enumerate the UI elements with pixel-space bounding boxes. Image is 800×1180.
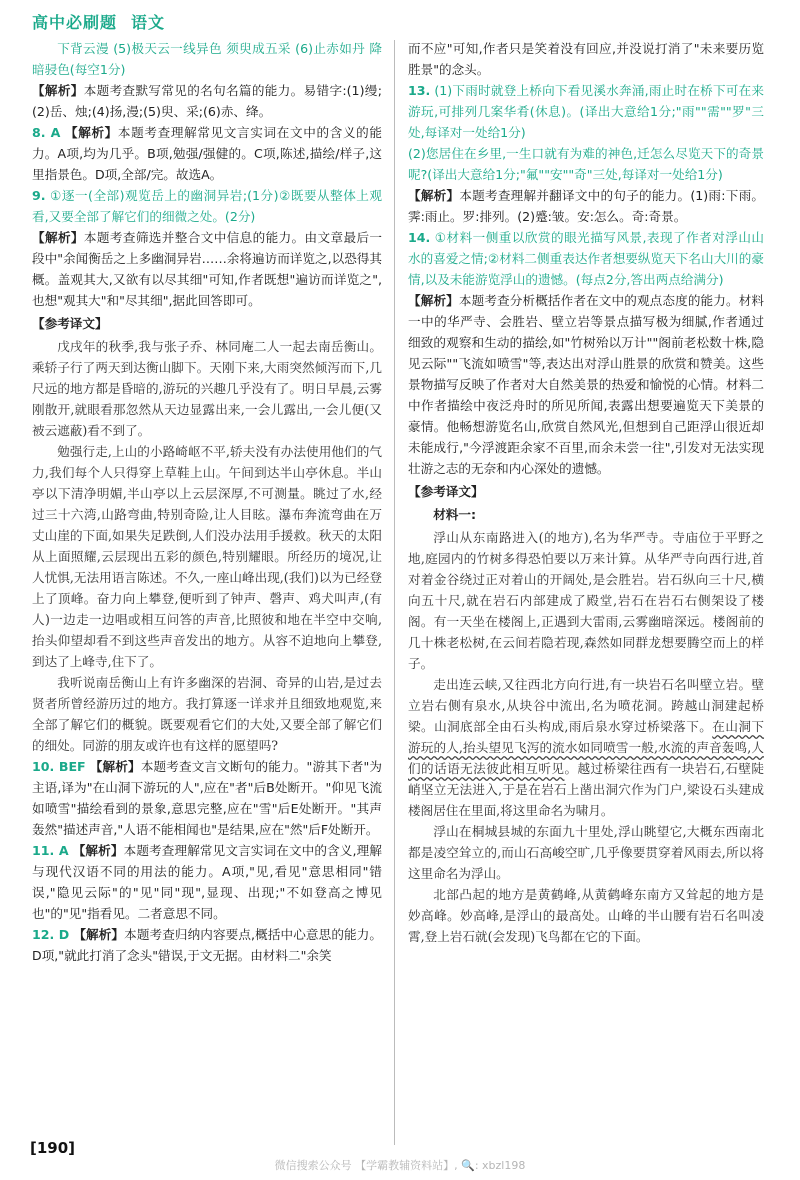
q9-text: 本题考查筛选并整合文中信息的能力。由文章最后一段中"余闻衡岳之上多幽洞异岩……余将遍访而详览之,以恐得其概。盖观其大,又欲有以尽其细"可知,作者既想"遍访而详览之",也想"观其大"和"尽其细",据此回答即可。 <box>32 230 383 308</box>
q13-number: 13. <box>408 83 431 98</box>
material-1-title: 材料一: <box>433 507 477 522</box>
q14-text: 本题考查分析概括作者在文中的观点态度的能力。材料一中的华严寺、会胜岩、壁立岩等景点描写极为细腻,作者通过细致的观察和生动的描绘,如"竹树殆以万计""阁前老松数十株,隐见云际""飞流如喷雪"等,表达出对浮山胜景的欣赏和赞美。这些景物描写反映了作者对大自然美景的热爱和愉悦的心情。材料二中作者描绘中夜泛舟时的所见所闻,表露出想要遍览天下美景的豪情。他畅想游览名山,欣赏自然风光,但想到自己距浮山很近却未能成行,"今浮渡距余家不百里,而余未尝一往",引发对无法实现壮游之志的无奈和内心深处的遗憾。 <box>408 293 764 476</box>
analysis-tag: 【解析】 <box>72 843 124 858</box>
watermark-text: 微信搜索公众号 【学霸教辅资料站】, 🔍: xbzl198 <box>274 1159 526 1172</box>
analysis-tag: 【解析】 <box>32 83 84 98</box>
right-column <box>408 38 764 947</box>
wavy-underlined-sentence: 在山洞下游玩的人,抬头望见飞泻的流水如同喷雪一般,水流的声音轰鸣,人们的话语无法彼此相互听见 <box>408 719 765 776</box>
page-number: [ 190 ] <box>30 1138 75 1159</box>
translation-paragraph: 我听说南岳衡山上有许多幽深的岩洞、奇异的山岩,是过去贤者所曾经游历过的地方。我打算逐一详求并且细致地观览,来全部了解它们的概貌。既要观看它们的大处,又要全部了解它们的细处。同游的朋友或许也有这样的愿望吗? <box>32 675 382 753</box>
q12-number: 12. D <box>32 927 70 942</box>
question-8 <box>32 122 382 185</box>
question-11 <box>32 840 382 924</box>
translation-paragraph: 勉强行走,上山的小路崎岖不平,轿夫没有办法使用他们的气力,我们每个人只得穿上草鞋上山。午间到达半山亭休息。半山亭以下清净明媚,半山亭以上云层深厚,不可测量。眺过了水,经过三十六湾,山路弯曲,特别奇险,让人目眩。瀑布奔流弯曲在万丈山崖的下面,如果失足跌倒,人们没办法用手援救。秋天的太阳从上面照耀,云层现出五彩的颜色,特别耀眼。所经历的境况,让人忧惧,无法用语言陈述。不久,一座山峰出现,(我们)以为已经登上了顶峰。奋力向上攀登,便听到了钟声、磬声、鸡犬叫声,(有人)一边走一边唱或相互问答的声音,比照彼和地在半空中交响,抬头仰望却看不到这些声音发出的地方。从容不迫地向上攀登,到达了上峰寺,住下了。 <box>32 444 382 669</box>
analysis-tag: 【解析】 <box>32 230 84 245</box>
translation-paragraph <box>408 674 764 821</box>
q13-answer-1: (1)下雨时就登上桥向下看见溪水奔涌,雨止时在桥下可在来游玩,可排列几案华肴(休息)。(译出大意给1分;"雨""需""罗"三处,每译对一处给1分) <box>408 83 764 140</box>
question-10 <box>32 756 382 840</box>
q13-text: 本题考查理解并翻译文中的句子的能力。(1)雨:下雨。霁:雨止。罗:排列。(2)蹙:皱。安:怎么。奇:奇景。 <box>408 188 764 224</box>
analysis-14 <box>408 290 764 479</box>
subject-title: 语文 <box>131 13 166 32</box>
analysis-tag: 【解析】 <box>73 927 125 942</box>
q11-number: 11. A <box>32 843 69 858</box>
reference-translation-title: 【参考译文】 <box>32 316 108 331</box>
q9-number: 9. <box>32 188 46 203</box>
translation-paragraph: 戊戌年的秋季,我与张子乔、林同庵二人一起去南岳衡山。乘轿子行了两天到达衡山脚下。天刚下来,大雨突然倾泻而下,几尺远的地方都是昏暗的,游玩的兴趣几乎没有了。明日早晨,云雾刚散开,就眼看那忽然从天边显露出来,一会儿露出,一会儿便(又被云遮蔽)看不到了。 <box>32 339 382 438</box>
q10-number: 10. BEF <box>32 759 86 774</box>
page-header <box>32 12 179 33</box>
q10-text: 本题考查文言文断句的能力。"游其下者"为主语,译为"在山洞下游玩的人",应在"者"后B处断开。"仰见飞流如喷雪"描绘看到的景象,意思完整,应在"雪"后E处断开。"其声轰然"描述声音,"人语不能相闻也"是结果,应在"然"后F处断开。 <box>32 759 383 837</box>
translation-text: 。越过桥梁往西有一块岩石,石壁陡峭坚立无法进入,于是在岩石上凿出洞穴作为门户,梁设石头建成楼阁居住在里面,将这里命名为啸月。 <box>408 761 764 818</box>
q9-answer: ①逐一(全部)观览岳上的幽洞异岩;(1分)②既要从整体上观看,又要全部了解它们的细微之处。(2分) <box>32 188 382 224</box>
question-12 <box>32 924 382 966</box>
analysis-tag: 【解析】 <box>64 125 118 140</box>
analysis-9 <box>32 227 382 311</box>
reference-translation-title: 【参考译文】 <box>408 484 484 499</box>
q14-answer: ①材料一侧重以欣赏的眼光描写风景,表现了作者对浮山山水的喜爱之情;②材料二侧重表达作者想要纵览天下名山大川的豪情,以及未能游览浮山的遗憾。(每点2分,答出两点给满分) <box>408 230 764 287</box>
analysis-tag: 【解析】 <box>408 293 459 308</box>
analysis-7 <box>32 80 382 122</box>
q12-text: 本题考查归纳内容要点,概括中心意思的能力。D项,"就此打消了念头"错误,于文无据。由材料二"余笑 <box>32 927 382 963</box>
translation-text: 走出连云峡,又往西北方向行进,有一块岩石名叫壁立岩。壁立岩右侧有泉水,从块谷中流出,名为喷花洞。跨越山洞建起桥梁。山洞底部全由石头构成,雨后泉水穿过桥梁落下。 <box>408 677 764 734</box>
translation-paragraph: 北部凸起的地方是黄鹤峰,从黄鹤峰东南方又耸起的地方是妙高峰。妙高峰,是浮山的最高处。山峰的半山腰有岩石名叫凌霄,登上岩石就(会发现)飞鸟都在它的下面。 <box>408 887 764 944</box>
analysis-7-text: 本题考查默写常见的名句名篇的能力。易错字:(1)缦;(2)岳、烛;(4)扬,漫;(5)臾、采;(6)赤、绛。 <box>32 83 382 119</box>
question-13 <box>408 80 764 143</box>
q13-answer-2: (2)您居住在乡里,一生口就有为难的神色,迁怎么尽览天下的奇景呢?(译出大意给1分;"氟""安""奇"三处,每译对一处给1分) <box>408 146 764 182</box>
left-column <box>32 38 382 966</box>
analysis-tag: 【解析】 <box>89 759 141 774</box>
analysis-13 <box>408 185 764 227</box>
answer-7-tail: 下背云漫 (5)极天云一线异色 须臾成五采 (6)止赤如丹 降暗骎色(每空1分) <box>32 41 382 77</box>
q11-text: 本题考查理解常见文言实词在文中的含义,理解与现代汉语不同的用法的能力。A项,"见,看见"意思相同"错误,"隐见云际"的"见"同"现",显现、出现;"不如登高之博见也"的"见"指看见。二者意思不同。 <box>32 843 382 921</box>
q14-number: 14. <box>408 230 431 245</box>
translation-paragraph: 浮山在桐城县城的东面九十里处,浮山眺望它,大概东西南北都是凌空耸立的,而山石高峻空旷,几乎像要贯穿着风雨去,所以将这里命名为浮山。 <box>408 824 764 881</box>
q8-number: 8. A <box>32 125 61 140</box>
analysis-tag: 【解析】 <box>408 188 460 203</box>
question-14 <box>408 227 764 290</box>
translation-paragraph: 浮山从东南路进入(的地方),名为华严寺。寺庙位于平野之地,庭园内的竹树多得恐怕要以万来计算。从华严寺向西行进,首对着金谷绕过正对着山的开阔处,是会胜岩。岩石纵向三十尺,横向五十尺,就在岩石内部建成了殿堂,岩石在岩石右侧架设了楼阁。有一天坐在楼阁上,正遇到大雷雨,云雾幽暗深远。楼阁前的几十株老松树,在云间若隐若现,森然如同群龙想要腾空而上的样子。 <box>408 530 764 671</box>
question-12-continued: 而不应"可知,作者只是笑着没有回应,并没说打消了"未来要历览胜景"的念头。 <box>408 41 764 77</box>
q8-text: 本题考查理解常见文言实词在文中的含义的能力。A项,均为几乎。B项,勉强/强健的。C项,陈述,描绘/样子,这里指景色。D项,全部/完。故选A。 <box>32 125 383 182</box>
question-9 <box>32 185 382 227</box>
book-title: 高中必刷题 <box>32 13 118 32</box>
column-divider <box>394 40 395 1145</box>
